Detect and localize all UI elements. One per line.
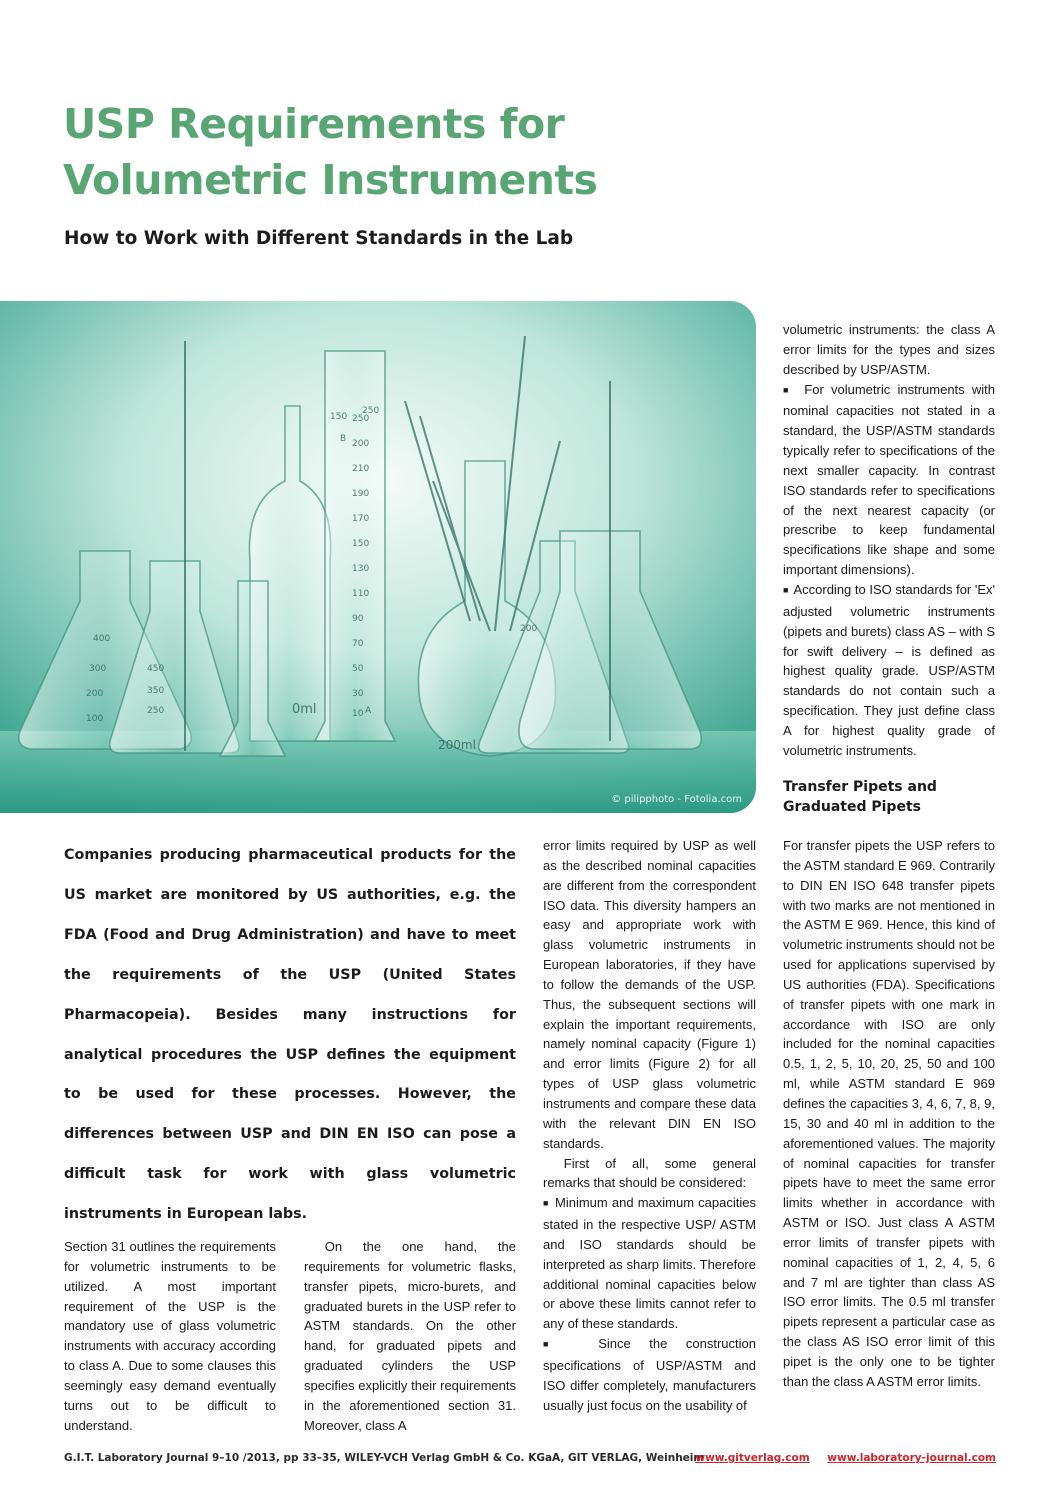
cylinder-scale-2: 200: [352, 439, 370, 449]
section-heading: Transfer Pipets and Graduated Pipets: [783, 779, 937, 815]
flask-scale-3: 200: [86, 689, 104, 699]
cylinder-scale-11: 50: [352, 664, 364, 674]
column-4: [783, 836, 995, 1392]
column-3: [543, 836, 756, 1415]
flask-scale-1: 400: [93, 634, 111, 644]
cylinder-scale-13: 10: [352, 709, 364, 719]
cylinder-scale-9: 90: [352, 614, 364, 624]
col1-paragraph-1: Section 31 outlines the requirements for volumetric instruments to be utilized. A most important requirement of the USP is the mandatory use of glass volumetric instruments with accuracy according to class A. Due to some clauses this seemingly easy demand eventually turns out to be difficult to understand.: [64, 1239, 276, 1433]
cylinder-scale-6: 150: [352, 539, 370, 549]
col3-paragraph-1: error limits required by USP as well as the described nominal capacities are different from the correspondent ISO data. This diversity hampers an easy and appropriate work with glass volumetric instruments in European laboratories, if they have to follow the demands of the USP. Thus, the subsequent sections will explain the important requirements, namely nominal capacity (Figure 1) and error limits (Figure 2) for all types of USP glass volumetric instruments and compare these data with the relevant DIN EN ISO standards.: [543, 838, 756, 1151]
footer-citation: G.I.T. Laboratory Journal 9–10 /2013, pp 33–35, WILEY-VCH Verlag GmbH & Co. KGaA, GIT VERLAG, Weinheim: [64, 1452, 705, 1464]
column-1: [64, 1237, 276, 1435]
col4-paragraph-2: For transfer pipets the USP refers to the ASTM standard E 969. Contrarily to DIN EN ISO 648 transfer pipets with two marks are not mentioned in the ASTM E 969. Hence, this kind of volumetric instruments should not be used for applications supervised by US authorities (FDA). Specifications of transfer pipets with one mark in accordance with ISO are only included for the nominal capacities 0.5, 1, 2, 5, 10, 20, 25, 50 and 100 ml, while ASTM standard E 969 defines the capacities 3, 4, 6, 7, 8, 9, 15, 30 and 40 ml in addition to the aforementioned values. The majority of nominal capacities for transfer pipets have to meet the same error limits whether in accordance with ASTM or ISO. Just class A ASTM error limits of transfer pipets with nominal capacities of 1, 2, 4, 5, 6 and 7 ml are tighter than class AS ISO error limits. The 0.5 ml transfer pipets represent a particular case as the class AS ISO error limit of this pipet is the only one to be tighter than the class A ASTM error limits.: [783, 838, 995, 1389]
col3-bullet-2: ■ Since the construction specifications of USP/ASTM and ISO differ completely, manufacturers usually just focus on the usability of: [543, 1334, 756, 1415]
cylinder-top-label-2: 250: [362, 406, 380, 416]
footer-links: [681, 1452, 996, 1464]
cylinder-mark: B: [340, 434, 347, 444]
cylinder-scale-8: 110: [352, 589, 370, 599]
cylinder-class: A: [365, 706, 372, 716]
col3-bullet-1: ■ Minimum and maximum capacities stated in the respective USP/ ASTM and ISO standards should be interpreted as sharp limits. Therefore additional nominal capacities below or above these limits cannot refer to any of these standards.: [543, 1193, 756, 1334]
article-subtitle: How to Work with Different Standards in the Lab: [64, 228, 574, 249]
flask-scale-2: 300: [89, 664, 107, 674]
cylinder-scale-4: 190: [352, 489, 370, 499]
col4-paragraph-1: volumetric instruments: the class A error limits for the types and sizes described by USP/ASTM.: [783, 322, 995, 377]
cylinder-scale-7: 130: [352, 564, 370, 574]
cylinder-scale-3: 210: [352, 464, 370, 474]
flask-scale-7: 250: [147, 706, 165, 716]
flask-scale-5: 450: [147, 664, 165, 674]
cylinder-scale-1: 250: [352, 414, 370, 424]
article-title: USP Requirements for Volumetric Instruments: [63, 100, 598, 204]
flask-scale-6: 350: [147, 686, 165, 696]
cylinder-scale-10: 70: [352, 639, 364, 649]
cylinder-volume-label: 0ml: [292, 702, 317, 717]
flask-scale-4: 100: [86, 714, 104, 724]
col4-bullet-2: ■ According to ISO standards for 'Ex' adjusted volumetric instruments (pipets and burets) class AS – with S for swift delivery – is defined as highest quality grade. USP/ASTM standards do not contain such a specification. They just define class A for highest quality grade of volumetric instruments.: [783, 580, 995, 761]
gitverlag-link[interactable]: www.gitverlag.com: [695, 1452, 810, 1464]
lab-glassware-photo: [0, 301, 756, 813]
col2-paragraph-1: On the one hand, the requirements for volumetric flasks, transfer pipets, micro-burets, and graduated burets in the USP refer to ASTM standards. On the other hand, for graduated pipets and graduated cylinders the USP specifies explicitly their requirements in the aforementioned section 31. Moreover, class A: [304, 1239, 516, 1433]
column-4-top: [783, 320, 995, 761]
photo-credit: © pilipphoto - Fotolia.com: [611, 794, 742, 805]
flask-label: 200: [520, 624, 538, 634]
col4-bullet-1: ■ For volumetric instruments with nominal capacities not stated in a standard, the USP/ASTM standards typically refer to specifications of the next smaller capacity. In contrast ISO standards refer to specifications of the next nearest capacity (or prescribe to keep fundamental specifications like shape and some important dimensions).: [783, 380, 995, 580]
column-2: [304, 1237, 516, 1435]
cylinder-top-label: 150: [330, 412, 348, 422]
col3-paragraph-2: First of all, some general remarks that should be considered:: [543, 1155, 756, 1191]
flask-volume-label: 200ml: [438, 738, 476, 752]
cylinder-scale-5: 170: [352, 514, 370, 524]
cylinder-scale-12: 30: [352, 689, 364, 699]
laboratory-journal-link[interactable]: www.laboratory-journal.com: [827, 1452, 996, 1464]
intro-paragraph: Companies producing pharmaceutical products for the US market are monitored by US authorities, e.g. the FDA (Food and Drug Administration) and have to meet the requirements of the USP (United States Pharmacopeia). Besides many instructions for analytical procedures the USP defines the equipment to be used for these processes. However, the differences between USP and DIN EN ISO can pose a difficult task for work with glass volumetric instruments in European labs.: [64, 847, 516, 1223]
